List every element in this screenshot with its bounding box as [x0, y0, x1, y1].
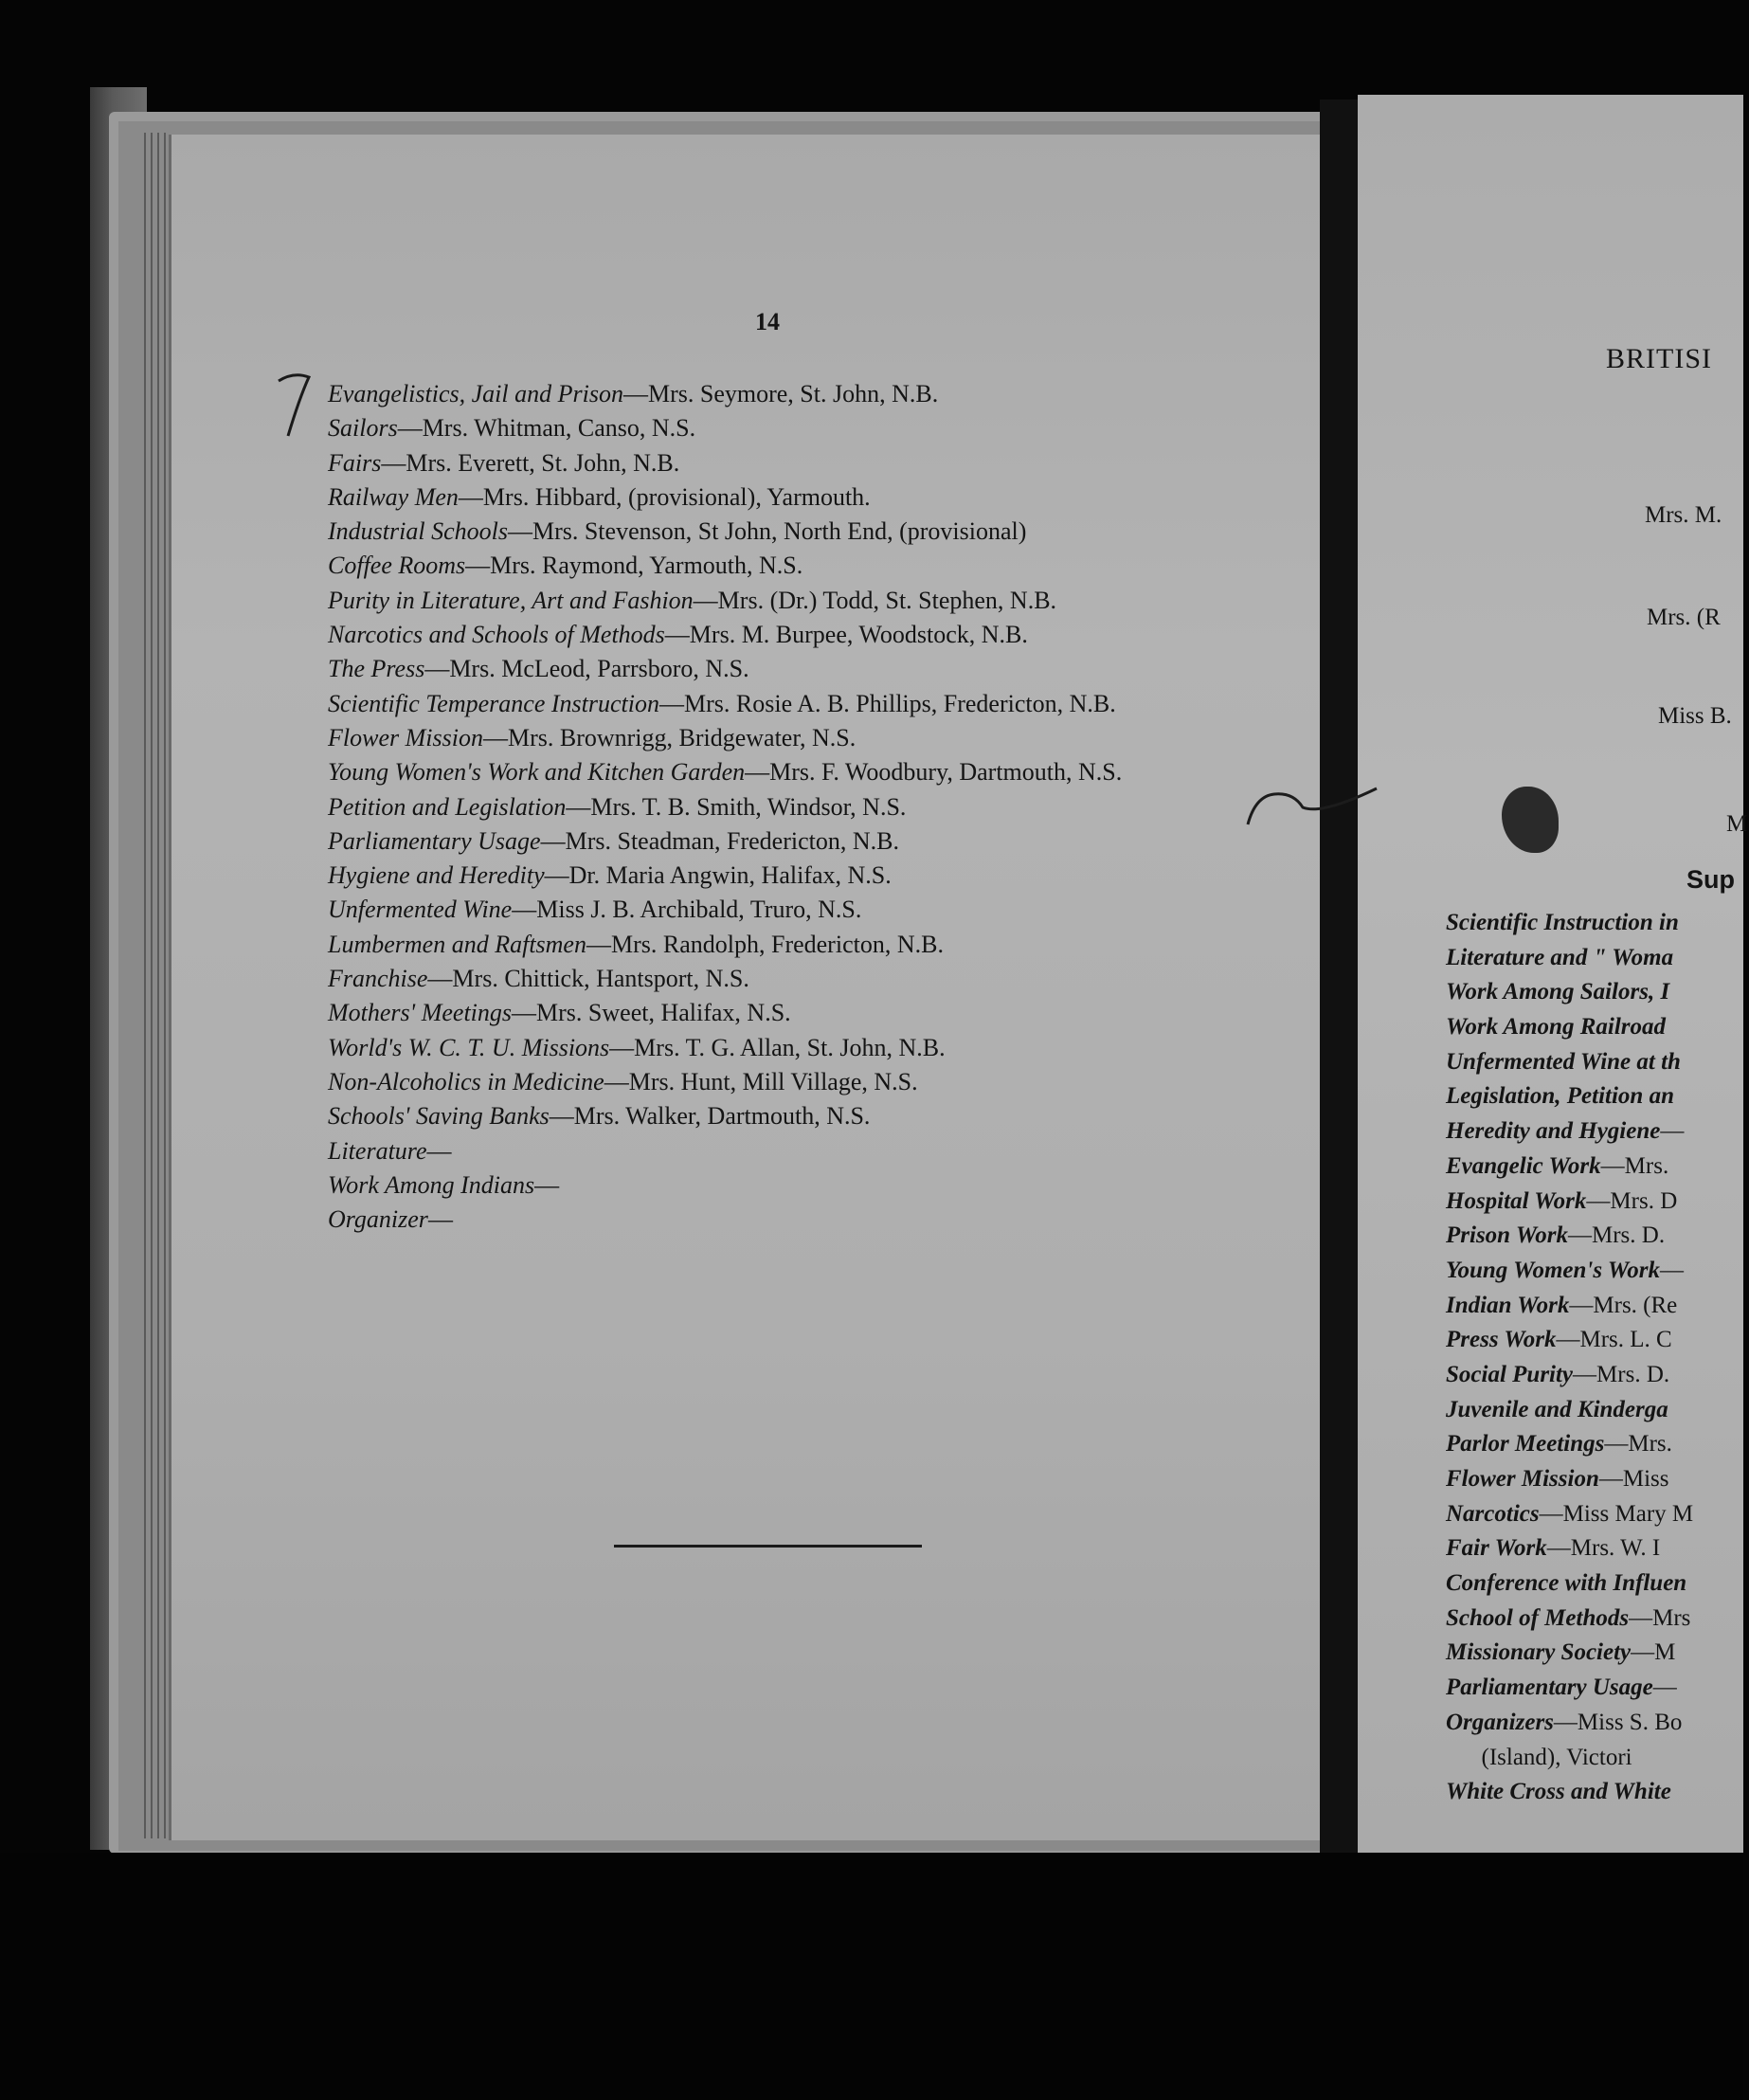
- right-page-subheading: Sup: [1686, 865, 1735, 894]
- list-item: Literature and " Woma: [1446, 944, 1674, 970]
- list-item: Parliamentary Usage—Mrs. Steadman, Fredericton, N.B.: [328, 826, 899, 855]
- section-divider: [614, 1545, 922, 1548]
- list-item: Narcotics—Miss Mary M: [1446, 1500, 1694, 1527]
- list-item: Scientific Temperance Instruction—Mrs. Rosie A. B. Phillips, Fredericton, N.B.: [328, 689, 1116, 717]
- list-item: Organizer—: [328, 1205, 453, 1234]
- list-item: Fairs—Mrs. Everett, St. John, N.B.: [328, 448, 680, 477]
- list-item: Industrial Schools—Mrs. Stevenson, St John, North End, (provisional): [328, 517, 1027, 546]
- list-item: Work Among Sailors, I: [1446, 979, 1670, 1005]
- list-item: Fair Work—Mrs. W. I: [1446, 1535, 1661, 1562]
- list-item: Narcotics and Schools of Methods—Mrs. M. Burpee, Woodstock, N.B.: [328, 621, 1028, 649]
- list-item: The Press—Mrs. McLeod, Parrsboro, N.S.: [328, 655, 749, 683]
- list-item: Prison Work—Mrs. D.: [1446, 1222, 1666, 1249]
- list-item: Organizers—Miss S. Bo: [1446, 1709, 1683, 1735]
- pen-scribble: [1246, 777, 1379, 834]
- list-item: Juvenile and Kinderga: [1446, 1396, 1668, 1422]
- list-item: Railway Men—Mrs. Hibbard, (provisional), Yarmouth.: [328, 482, 871, 511]
- list-item: Scientific Instruction in: [1446, 910, 1679, 935]
- page-number: 14: [755, 308, 780, 335]
- list-item: White Cross and White: [1446, 1779, 1671, 1805]
- list-item: Work Among Indians—: [328, 1170, 560, 1199]
- list-item: Sailors—Mrs. Whitman, Canso, N.S.: [328, 414, 696, 443]
- list-item: Unfermented Wine—Miss J. B. Archibald, Truro, N.S.: [328, 896, 862, 924]
- list-item: Literature—: [328, 1136, 452, 1165]
- right-page-heading: BRITISI: [1606, 343, 1712, 374]
- officer-line: M: [1726, 811, 1748, 837]
- list-item: Petition and Legislation—Mrs. T. B. Smith, Windsor, N.S.: [328, 792, 907, 821]
- list-item: Young Women's Work—: [1446, 1257, 1685, 1283]
- list-item: Franchise—Mrs. Chittick, Hantsport, N.S.: [328, 965, 749, 993]
- list-item: Evangelic Work—Mrs.: [1446, 1152, 1669, 1179]
- list-item: Evangelistics, Jail and Prison—Mrs. Seymore, St. John, N.B.: [328, 380, 939, 407]
- handwritten-mark: [275, 370, 322, 455]
- list-item: Parliamentary Usage—: [1446, 1675, 1677, 1701]
- list-item: Legislation, Petition an: [1446, 1083, 1674, 1110]
- list-item: Mothers' Meetings—Mrs. Sweet, Halifax, N.S.: [328, 999, 791, 1027]
- page-edges: [142, 133, 171, 1838]
- list-item: Young Women's Work and Kitchen Garden—Mrs. F. Woodbury, Dartmouth, N.S.: [328, 758, 1123, 787]
- list-item: Indian Work—Mrs. (Re: [1446, 1292, 1678, 1318]
- book-gutter: [1320, 100, 1358, 1857]
- list-item: (Island), Victori: [1446, 1744, 1632, 1770]
- officer-line: Mrs. (R: [1647, 605, 1721, 630]
- scan-background: [0, 1853, 1743, 2100]
- list-item: Purity in Literature, Art and Fashion—Mrs. (Dr.) Todd, St. Stephen, N.B.: [328, 586, 1057, 614]
- officer-line: Miss B.: [1658, 703, 1732, 729]
- list-item: Non-Alcoholics in Medicine—Mrs. Hunt, Mill Village, N.S.: [328, 1067, 918, 1095]
- list-item: Press Work—Mrs. L. C: [1446, 1327, 1672, 1353]
- list-item: Work Among Railroad: [1446, 1014, 1666, 1041]
- officer-line: Mrs. M.: [1645, 502, 1722, 528]
- list-item: Conference with Influen: [1446, 1570, 1687, 1597]
- list-item: Lumbermen and Raftsmen—Mrs. Randolph, Fredericton, N.B.: [328, 930, 944, 958]
- list-item: Flower Mission—Miss: [1446, 1466, 1669, 1492]
- list-item: Hygiene and Heredity—Dr. Maria Angwin, Halifax, N.S.: [328, 861, 892, 890]
- list-item: Parlor Meetings—Mrs.: [1446, 1431, 1672, 1457]
- list-item: Flower Mission—Mrs. Brownrigg, Bridgewater, N.S.: [328, 723, 856, 751]
- list-item: Schools' Saving Banks—Mrs. Walker, Dartmouth, N.S.: [328, 1102, 871, 1131]
- list-item: Social Purity—Mrs. D.: [1446, 1361, 1670, 1387]
- list-item: School of Methods—Mrs: [1446, 1604, 1691, 1631]
- right-superintendents-list: [1446, 906, 1749, 1810]
- list-item: Hospital Work—Mrs. D: [1446, 1187, 1678, 1214]
- list-item: World's W. C. T. U. Missions—Mrs. T. G. Allan, St. John, N.B.: [328, 1033, 946, 1061]
- list-item: Coffee Rooms—Mrs. Raymond, Yarmouth, N.S.: [328, 552, 803, 580]
- list-item: Missionary Society—M: [1446, 1639, 1676, 1666]
- superintendents-list: [328, 377, 1313, 1237]
- list-item: Unfermented Wine at th: [1446, 1048, 1681, 1075]
- list-item: Heredity and Hygiene—: [1446, 1118, 1685, 1145]
